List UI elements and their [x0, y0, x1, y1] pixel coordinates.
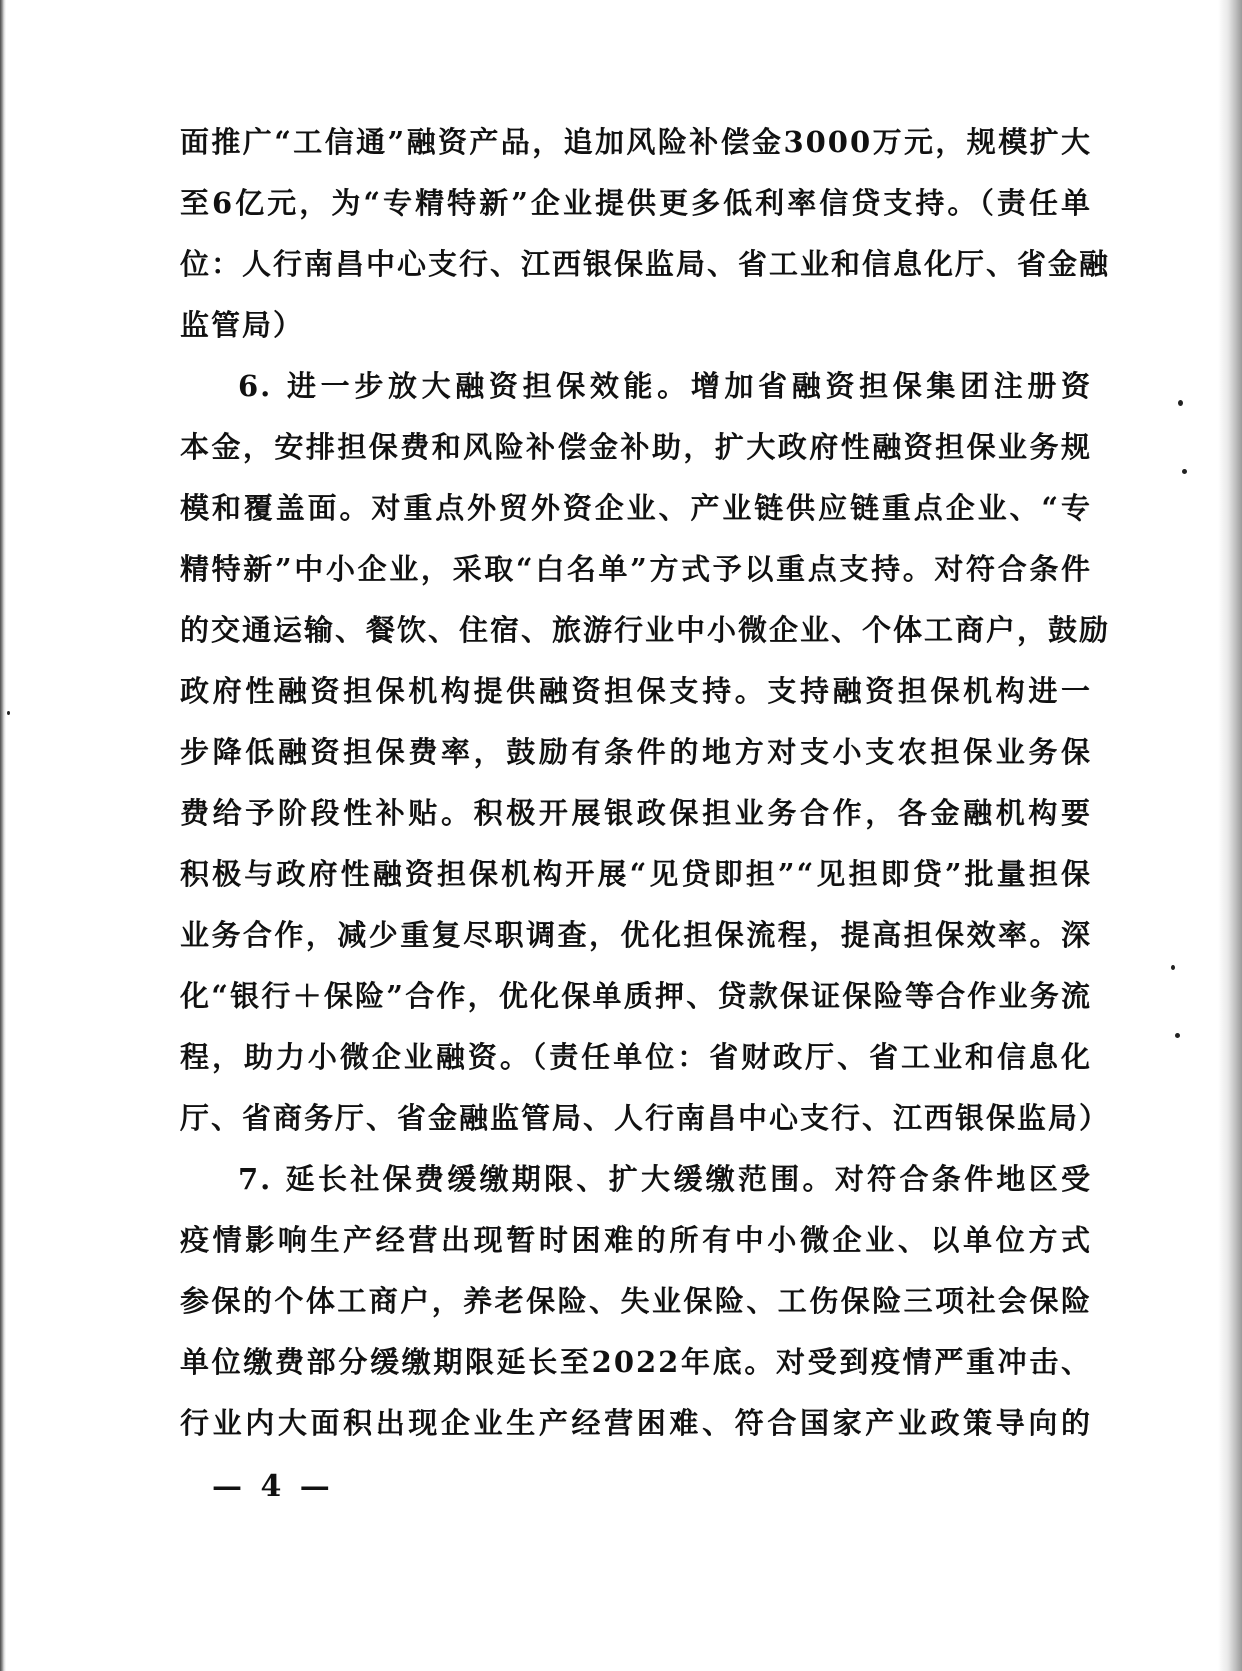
text-line: 疫情影响生产经营出现暂时困难的所有中小微企业、以单位方式: [180, 1223, 1092, 1257]
text-line: 单位缴费部分缓缴期限延长至2022年底。对受到疫情严重冲击、: [180, 1345, 1092, 1379]
text-line: 费给予阶段性补贴。积极开展银政保担业务合作，各金融机构要: [180, 796, 1092, 830]
text-line: 监管局）: [180, 308, 305, 342]
text-line: 化“银行＋保险”合作，优化保单质押、贷款保证保险等合作业务流: [180, 979, 1092, 1013]
section-heading-line: 7. 延长社保费缓缴期限、扩大缓缴范围。对符合条件地区受: [238, 1162, 1092, 1196]
section-heading-line: 6. 进一步放大融资担保效能。增加省融资担保集团注册资: [238, 369, 1092, 403]
text-line: 业务合作，减少重复尽职调查，优化担保流程，提高担保效率。深: [180, 918, 1092, 952]
scan-speck: [1178, 400, 1183, 406]
scan-speck: [1182, 469, 1187, 474]
text-line: 程，助力小微企业融资。（责任单位：省财政厅、省工业和信息化: [180, 1040, 1092, 1074]
body-text: [180, 112, 1111, 1454]
text-line: 至6亿元，为“专精特新”企业提供更多低利率信贷支持。（责任单: [180, 186, 1092, 220]
scan-speck: [7, 711, 10, 715]
scan-speck: [1175, 1033, 1180, 1038]
text-line: 本金，安排担保费和风险补偿金补助，扩大政府性融资担保业务规: [180, 430, 1092, 464]
text-line: 参保的个体工商户，养老保险、失业保险、工伤保险三项社会保险: [180, 1284, 1092, 1318]
text-line: 行业内大面积出现企业生产经营困难、符合国家产业政策导向的: [180, 1406, 1092, 1440]
scan-edge-right: [1218, 0, 1242, 1671]
page-number: — 4 —: [212, 1469, 334, 1504]
scan-edge-left: [0, 0, 6, 1671]
text-line: 积极与政府性融资担保机构开展“见贷即担”“见担即贷”批量担保: [180, 857, 1092, 891]
text-line: 厅、省商务厅、省金融监管局、人行南昌中心支行、江西银保监局）: [180, 1101, 1111, 1135]
text-line: 位：人行南昌中心支行、江西银保监局、省工业和信息化厅、省金融: [180, 247, 1111, 281]
text-line: 模和覆盖面。对重点外贸外资企业、产业链供应链重点企业、“专: [180, 491, 1092, 525]
text-line: 面推广“工信通”融资产品，追加风险补偿金3000万元，规模扩大: [180, 125, 1092, 159]
text-line: 政府性融资担保机构提供融资担保支持。支持融资担保机构进一: [180, 674, 1092, 708]
scan-speck: [1171, 965, 1175, 970]
text-line: 步降低融资担保费率，鼓励有条件的地方对支小支农担保业务保: [180, 735, 1092, 769]
text-line: 的交通运输、餐饮、住宿、旅游行业中小微企业、个体工商户，鼓励: [180, 613, 1111, 647]
text-line: 精特新”中小企业，采取“白名单”方式予以重点支持。对符合条件: [180, 552, 1092, 586]
